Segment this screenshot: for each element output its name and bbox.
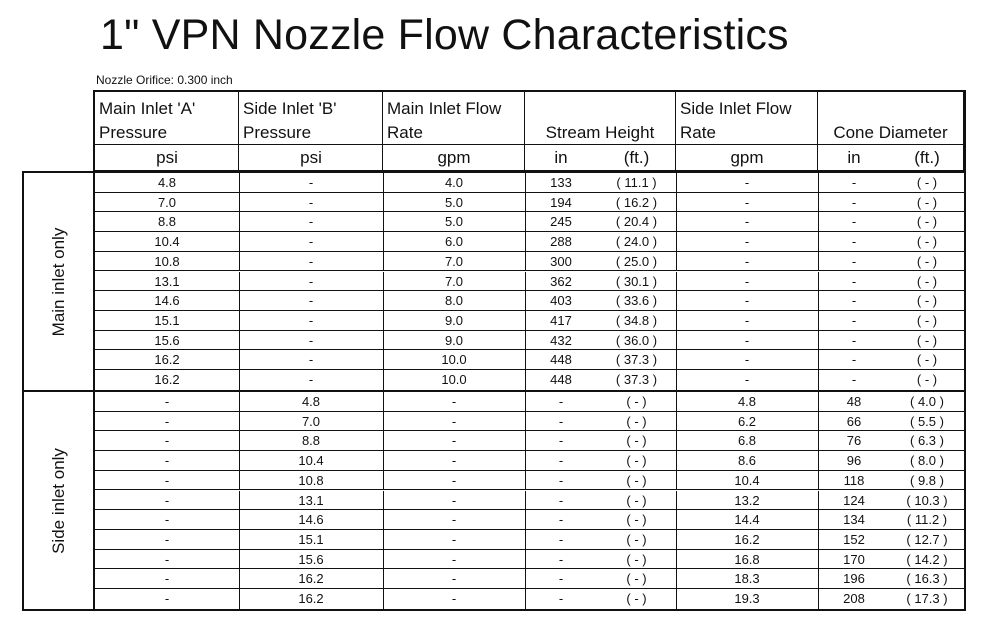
cell-side-flow: - — [744, 372, 750, 387]
cell-side-pressure: - — [308, 352, 314, 368]
cell-main-pressure: 15.6 — [154, 332, 180, 348]
cell-main-pressure: - — [164, 551, 170, 567]
cell-side-pressure: 16.2 — [298, 591, 324, 606]
cell-main-pressure: 14.6 — [154, 293, 180, 309]
cell-cone-ft: ( 12.7 ) — [906, 531, 948, 547]
cell-cone-in: 152 — [843, 531, 865, 547]
page-title: 1" VPN Nozzle Flow Characteristics — [100, 11, 789, 59]
cell-main-flow: 4.0 — [444, 175, 464, 190]
cell-main-pressure: 4.8 — [157, 175, 177, 190]
cell-main-pressure: - — [164, 492, 170, 508]
cell-cone-ft: ( 11.2 ) — [906, 512, 948, 528]
cell-stream-ft: ( 24.0 ) — [615, 234, 658, 250]
cell-stream-in: - — [558, 531, 564, 547]
cell-cone-ft: ( - ) — [916, 352, 938, 368]
cell-side-flow: - — [744, 312, 750, 328]
table-row — [95, 569, 964, 589]
cell-main-flow: - — [451, 453, 457, 469]
cell-stream-ft: ( 30.1 ) — [615, 273, 658, 289]
cell-main-pressure: - — [164, 472, 170, 488]
table-header — [93, 90, 966, 172]
cell-side-flow: - — [744, 175, 750, 190]
cell-main-flow: 5.0 — [444, 194, 464, 210]
cell-cone-ft: ( - ) — [916, 175, 938, 190]
cell-side-flow: 16.8 — [734, 551, 760, 567]
cell-stream-in: 448 — [550, 352, 572, 368]
cell-side-pressure: - — [308, 332, 314, 348]
unit-main-pressure: psi — [156, 148, 178, 167]
cell-cone-ft: ( 16.3 ) — [906, 571, 948, 587]
table-row — [95, 232, 964, 252]
cell-stream-in: 300 — [550, 253, 572, 269]
header-side-inlet-flow-line2: Rate — [680, 123, 716, 142]
cell-cone-ft: ( - ) — [916, 293, 938, 309]
cell-side-flow: - — [744, 352, 750, 368]
cell-side-pressure: 13.1 — [298, 492, 324, 508]
cell-side-flow: 13.2 — [734, 492, 760, 508]
cell-main-pressure: - — [164, 512, 170, 528]
cell-stream-ft: ( 34.8 ) — [615, 312, 658, 328]
header-main-inlet-pressure-line2: Pressure — [99, 123, 168, 142]
cell-stream-in: 288 — [550, 234, 572, 250]
cell-stream-ft: ( - ) — [626, 591, 647, 606]
cell-side-flow: 18.3 — [734, 571, 760, 587]
cell-stream-in: - — [558, 551, 564, 567]
cell-stream-in: - — [558, 413, 564, 429]
table-row — [95, 471, 964, 491]
cell-cone-in: - — [851, 273, 857, 289]
cell-stream-ft: ( - ) — [626, 453, 647, 469]
cell-stream-in: 403 — [550, 293, 572, 309]
cell-stream-in: - — [558, 433, 564, 449]
cell-main-pressure: 16.2 — [154, 352, 180, 368]
cell-cone-ft: ( 6.3 ) — [910, 433, 944, 449]
unit-stream-in: in — [554, 148, 568, 167]
cell-cone-in: - — [851, 175, 857, 190]
table-row — [95, 331, 964, 351]
cell-main-pressure: 15.1 — [154, 312, 180, 328]
cell-side-pressure: - — [308, 312, 314, 328]
cell-side-pressure: - — [308, 214, 314, 230]
group-label-cell — [24, 173, 95, 390]
cell-side-pressure: - — [308, 234, 314, 250]
cell-side-flow: 19.3 — [734, 591, 760, 606]
cell-main-pressure: - — [164, 394, 170, 409]
table-row — [95, 491, 964, 511]
group-label-main-inlet-only: Main inlet only — [48, 227, 68, 336]
cell-cone-in: - — [851, 194, 857, 210]
cell-side-pressure: 16.2 — [298, 571, 324, 587]
cell-cone-in: 118 — [843, 472, 865, 488]
cell-stream-in: 194 — [550, 194, 572, 210]
cell-stream-ft: ( - ) — [626, 413, 647, 429]
cell-cone-ft: ( - ) — [916, 372, 938, 387]
table-row — [95, 589, 964, 609]
cell-main-flow: 8.0 — [444, 293, 464, 309]
table-row — [95, 370, 964, 390]
cell-side-pressure: 15.1 — [298, 531, 324, 547]
cell-stream-in: - — [558, 512, 564, 528]
units-divider — [95, 144, 964, 145]
cell-side-pressure: 14.6 — [298, 512, 324, 528]
cell-cone-ft: ( 5.5 ) — [910, 413, 944, 429]
cell-stream-in: 133 — [550, 175, 572, 190]
cell-cone-ft: ( - ) — [916, 234, 938, 250]
cell-side-flow: 6.8 — [737, 433, 757, 449]
cell-main-flow: 9.0 — [444, 332, 464, 348]
cell-main-flow: - — [451, 571, 457, 587]
cell-main-pressure: - — [164, 531, 170, 547]
cell-side-flow: - — [744, 194, 750, 210]
cell-cone-ft: ( 4.0 ) — [910, 394, 944, 409]
cell-side-pressure: 15.6 — [298, 551, 324, 567]
cell-stream-ft: ( 25.0 ) — [615, 253, 658, 269]
header-side-inlet-pressure-line2: Pressure — [243, 123, 312, 142]
cell-cone-in: - — [851, 293, 857, 309]
cell-cone-in: 48 — [846, 394, 862, 409]
unit-cone-in: in — [847, 148, 861, 167]
cell-stream-ft: ( - ) — [626, 394, 647, 409]
cell-main-flow: 10.0 — [441, 352, 467, 368]
cell-main-flow: - — [451, 472, 457, 488]
cell-side-flow: - — [744, 293, 750, 309]
cell-cone-ft: ( - ) — [916, 194, 938, 210]
cell-main-pressure: - — [164, 433, 170, 449]
cell-stream-in: 432 — [550, 332, 572, 348]
table-row — [95, 272, 964, 292]
unit-side-pressure: psi — [300, 148, 322, 167]
cell-main-pressure: - — [164, 591, 170, 606]
cell-cone-in: - — [851, 312, 857, 328]
cell-cone-in: - — [851, 372, 857, 387]
cell-main-flow: - — [451, 492, 457, 508]
cell-side-pressure: - — [308, 372, 314, 387]
cell-side-flow: 4.8 — [737, 394, 757, 409]
cell-main-flow: 6.0 — [444, 234, 464, 250]
cell-cone-ft: ( - ) — [916, 214, 938, 230]
header-stream-height-label: Stream Height — [545, 123, 655, 142]
cell-side-flow: - — [744, 234, 750, 250]
cell-cone-in: 196 — [843, 571, 865, 587]
nozzle-orifice-note: Nozzle Orifice: 0.300 inch — [96, 73, 233, 87]
cell-main-flow: 10.0 — [441, 372, 467, 387]
table-row — [95, 451, 964, 471]
unit-side-flow: gpm — [730, 148, 764, 167]
cell-cone-ft: ( - ) — [916, 312, 938, 328]
cell-stream-in: 417 — [550, 312, 572, 328]
cell-stream-ft: ( - ) — [626, 571, 647, 587]
cell-cone-in: 96 — [846, 453, 862, 469]
header-side-inlet-flow-line1: Side Inlet Flow — [680, 99, 792, 118]
cell-cone-in: - — [851, 234, 857, 250]
cell-main-pressure: - — [164, 571, 170, 587]
cell-side-flow: - — [744, 214, 750, 230]
cell-cone-ft: ( 14.2 ) — [906, 551, 948, 567]
cell-stream-ft: ( - ) — [626, 492, 647, 508]
cell-cone-in: - — [851, 352, 857, 368]
cell-cone-in: - — [851, 214, 857, 230]
cell-cone-ft: ( - ) — [916, 332, 938, 348]
cell-stream-ft: ( 37.3 ) — [615, 352, 658, 368]
cell-cone-ft: ( 17.3 ) — [906, 591, 948, 606]
cell-cone-in: 66 — [846, 413, 862, 429]
table-row — [95, 311, 964, 331]
cell-stream-ft: ( - ) — [626, 531, 647, 547]
cell-main-flow: 7.0 — [444, 253, 464, 269]
cell-main-flow: 7.0 — [444, 273, 464, 289]
cell-side-pressure: 10.4 — [298, 453, 324, 469]
cell-side-pressure: - — [308, 175, 314, 190]
cell-stream-ft: ( - ) — [626, 433, 647, 449]
cell-side-pressure: 4.8 — [301, 394, 321, 409]
group-label-side-inlet-only: Side inlet only — [48, 447, 68, 554]
cell-main-pressure: 10.8 — [154, 253, 180, 269]
cell-stream-in: 245 — [550, 214, 572, 230]
cell-cone-ft: ( 9.8 ) — [910, 472, 944, 488]
cell-stream-ft: ( 16.2 ) — [615, 194, 658, 210]
table-row — [95, 510, 964, 530]
table-row — [95, 252, 964, 272]
cell-side-flow: - — [744, 332, 750, 348]
cell-cone-in: - — [851, 253, 857, 269]
table-row — [95, 173, 964, 193]
cell-main-pressure: 16.2 — [154, 372, 180, 387]
cell-cone-in: 170 — [843, 551, 865, 567]
cell-cone-ft: ( 8.0 ) — [910, 453, 944, 469]
cell-main-flow: - — [451, 394, 457, 409]
table-row — [95, 193, 964, 213]
table-row — [95, 350, 964, 370]
cell-main-flow: - — [451, 512, 457, 528]
table-row — [95, 412, 964, 432]
cell-main-pressure: - — [164, 453, 170, 469]
cell-side-flow: 8.6 — [737, 453, 757, 469]
cell-cone-in: 76 — [846, 433, 862, 449]
cell-main-flow: - — [451, 413, 457, 429]
cell-main-flow: 9.0 — [444, 312, 464, 328]
cell-stream-in: - — [558, 591, 564, 606]
table-row — [95, 212, 964, 232]
header-main-inlet-pressure-line1: Main Inlet 'A' — [99, 99, 196, 118]
cell-side-pressure: 7.0 — [301, 413, 321, 429]
cell-cone-in: 124 — [843, 492, 865, 508]
cell-stream-ft: ( 33.6 ) — [615, 293, 658, 309]
cell-side-pressure: - — [308, 273, 314, 289]
cell-main-flow: 5.0 — [444, 214, 464, 230]
header-main-inlet-flow-line1: Main Inlet Flow — [387, 99, 502, 118]
cell-stream-ft: ( 11.1 ) — [616, 175, 657, 190]
cell-main-flow: - — [451, 551, 457, 567]
cell-side-flow: 10.4 — [734, 472, 760, 488]
cell-main-pressure: 7.0 — [157, 194, 177, 210]
cell-cone-ft: ( 10.3 ) — [906, 492, 948, 508]
cell-stream-ft: ( 37.3 ) — [615, 372, 658, 387]
cell-main-pressure: 8.8 — [157, 214, 177, 230]
cell-main-flow: - — [451, 591, 457, 606]
header-side-inlet-pressure-line1: Side Inlet 'B' — [243, 99, 337, 118]
cell-side-flow: 14.4 — [734, 512, 760, 528]
cell-main-pressure: 13.1 — [154, 273, 180, 289]
cell-side-pressure: 8.8 — [301, 433, 321, 449]
cell-cone-in: - — [851, 332, 857, 348]
cell-cone-ft: ( - ) — [916, 253, 938, 269]
table-row — [95, 431, 964, 451]
cell-cone-ft: ( - ) — [916, 273, 938, 289]
cell-stream-in: - — [558, 472, 564, 488]
header-cone-diameter-label: Cone Diameter — [833, 123, 948, 142]
cell-stream-in: - — [558, 492, 564, 508]
cell-side-flow: - — [744, 273, 750, 289]
cell-stream-ft: ( 36.0 ) — [615, 332, 658, 348]
cell-main-flow: - — [451, 531, 457, 547]
cell-side-flow: - — [744, 253, 750, 269]
cell-main-flow: - — [451, 433, 457, 449]
cell-cone-in: 134 — [843, 512, 865, 528]
group-main-inlet-only — [22, 171, 966, 392]
cell-stream-in: 362 — [550, 273, 572, 289]
cell-stream-ft: ( 20.4 ) — [615, 214, 658, 230]
cell-main-pressure: - — [164, 413, 170, 429]
table-row — [95, 392, 964, 412]
cell-stream-in: - — [558, 571, 564, 587]
group-side-inlet-only — [22, 390, 966, 611]
table-row — [95, 291, 964, 311]
cell-stream-ft: ( - ) — [626, 512, 647, 528]
group-label-cell — [24, 392, 95, 609]
cell-side-flow: 16.2 — [734, 531, 760, 547]
unit-stream-ft: (ft.) — [623, 148, 650, 167]
table-row — [95, 550, 964, 570]
cell-stream-in: - — [558, 394, 564, 409]
cell-stream-ft: ( - ) — [626, 472, 647, 488]
header-main-inlet-flow-line2: Rate — [387, 123, 423, 142]
cell-main-pressure: 10.4 — [154, 234, 180, 250]
cell-side-flow: 6.2 — [737, 413, 757, 429]
cell-stream-in: - — [558, 453, 564, 469]
cell-stream-ft: ( - ) — [626, 551, 647, 567]
cell-cone-in: 208 — [843, 591, 865, 606]
cell-stream-in: 448 — [550, 372, 572, 387]
cell-side-pressure: - — [308, 194, 314, 210]
unit-main-flow: gpm — [437, 148, 471, 167]
unit-cone-ft: (ft.) — [914, 148, 940, 167]
cell-side-pressure: 10.8 — [298, 472, 324, 488]
cell-side-pressure: - — [308, 253, 314, 269]
cell-side-pressure: - — [308, 293, 314, 309]
table-row — [95, 530, 964, 550]
